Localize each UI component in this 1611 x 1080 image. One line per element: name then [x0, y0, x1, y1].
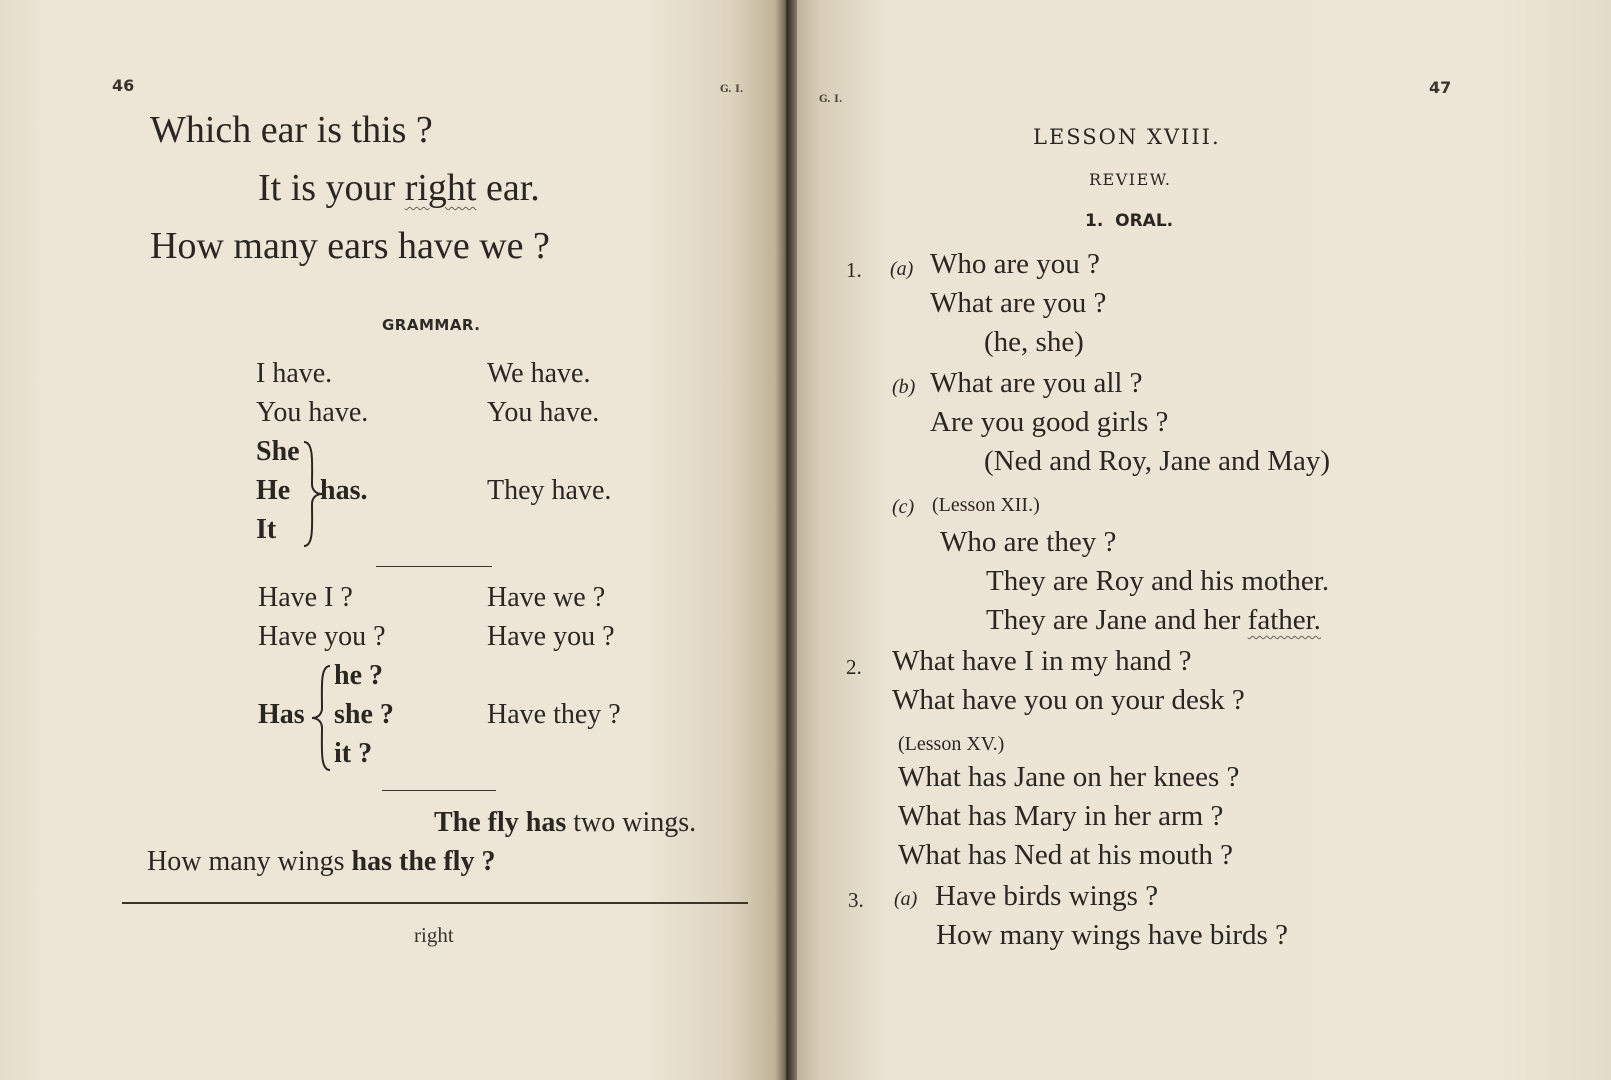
item-number: 1. — [846, 258, 862, 282]
item-text: They are Roy and his mother. — [986, 565, 1330, 597]
they-have: They have. — [487, 475, 612, 506]
divider-2 — [382, 790, 496, 791]
page-number-right: 47 — [1429, 78, 1452, 97]
item-number: 2. — [846, 655, 862, 679]
grammar-heading: GRAMMAR. — [382, 316, 481, 334]
footer-word: right — [414, 923, 454, 947]
item-text: Have birds wings ? — [935, 880, 1159, 912]
item-text: What are you ? — [930, 287, 1107, 319]
signature-mark-left: G. I. — [720, 84, 744, 95]
right-page — [786, 0, 1611, 1080]
review-heading: REVIEW. — [1089, 170, 1172, 189]
lesson-title: LESSON XVIII. — [1033, 125, 1221, 149]
has-question: Has — [258, 699, 305, 730]
pronoun-she: She — [256, 436, 300, 467]
have-they-question: Have they ? — [487, 699, 621, 730]
item-text: What has Mary in her arm ? — [898, 800, 1224, 832]
we-have: We have. — [487, 358, 591, 389]
intro-line-1: Which ear is this ? — [150, 109, 433, 151]
example-line-1 — [434, 807, 696, 839]
item-sub-label: (a) — [890, 258, 914, 280]
example-line-1-rest: two wings. — [566, 807, 697, 838]
intro-line-2-pre: It is your — [258, 167, 405, 209]
pronoun-it: It — [256, 514, 277, 545]
divider-1 — [376, 566, 492, 567]
item-text: (Ned and Roy, Jane and May) — [984, 445, 1331, 477]
item-text: What are you all ? — [930, 367, 1143, 399]
left-brace-shape — [310, 664, 334, 772]
oral-heading — [1085, 211, 1173, 231]
item-text: They are Jane and her father. — [986, 604, 1321, 636]
footer-rule — [122, 902, 748, 904]
oral-number: 1. — [1085, 211, 1104, 231]
it-question: it ? — [334, 738, 373, 769]
book-gutter — [775, 0, 797, 1080]
highlight-word: father. — [1247, 604, 1321, 636]
have-we-question: Have we ? — [487, 582, 606, 613]
item-text: Who are they ? — [940, 526, 1117, 558]
example-line-2-pre: How many wings — [147, 846, 352, 877]
have-you-sg-question: Have you ? — [258, 621, 386, 652]
intro-highlight-word: right — [404, 167, 477, 209]
item-text: What has Ned at his mouth ? — [898, 839, 1234, 871]
example-line-2 — [147, 846, 495, 878]
intro-line-2-post: ear. — [476, 167, 540, 209]
have-i-question: Have I ? — [258, 582, 353, 613]
left-page — [0, 0, 786, 1080]
item-text: Who are you ? — [930, 248, 1100, 280]
have-you-pl-question: Have you ? — [487, 621, 615, 652]
item-text: What have you on your desk ? — [892, 684, 1245, 716]
intro-line-2 — [258, 166, 540, 210]
item-text: (he, she) — [984, 326, 1084, 358]
has-statement: has. — [320, 475, 368, 506]
item-sub-label: (b) — [892, 376, 916, 398]
item-sub-label: (a) — [894, 888, 918, 910]
example-line-2-bold: has the fly ? — [351, 846, 496, 877]
he-question: he ? — [334, 660, 383, 691]
pronoun-he: He — [256, 475, 291, 506]
oral-label: ORAL. — [1115, 211, 1174, 231]
item-text: How many wings have birds ? — [936, 919, 1288, 951]
i-have: I have. — [256, 358, 333, 389]
example-line-1-bold: The fly has — [434, 807, 567, 838]
page-number-left: 46 — [112, 76, 135, 95]
item-text: (Lesson XV.) — [898, 733, 1005, 755]
you-have-singular: You have. — [256, 397, 369, 428]
item-number: 3. — [848, 888, 864, 912]
intro-line-3: How many ears have we ? — [150, 225, 550, 267]
item-sub-label: (c) — [892, 496, 915, 518]
item-text: (Lesson XII.) — [932, 494, 1040, 516]
you-have-plural: You have. — [487, 397, 600, 428]
item-text: Are you good girls ? — [930, 406, 1169, 438]
she-question: she ? — [334, 699, 394, 730]
item-text: What have I in my hand ? — [892, 645, 1192, 677]
item-text: What has Jane on her knees ? — [898, 761, 1240, 793]
signature-mark-right: G. I. — [819, 94, 843, 105]
